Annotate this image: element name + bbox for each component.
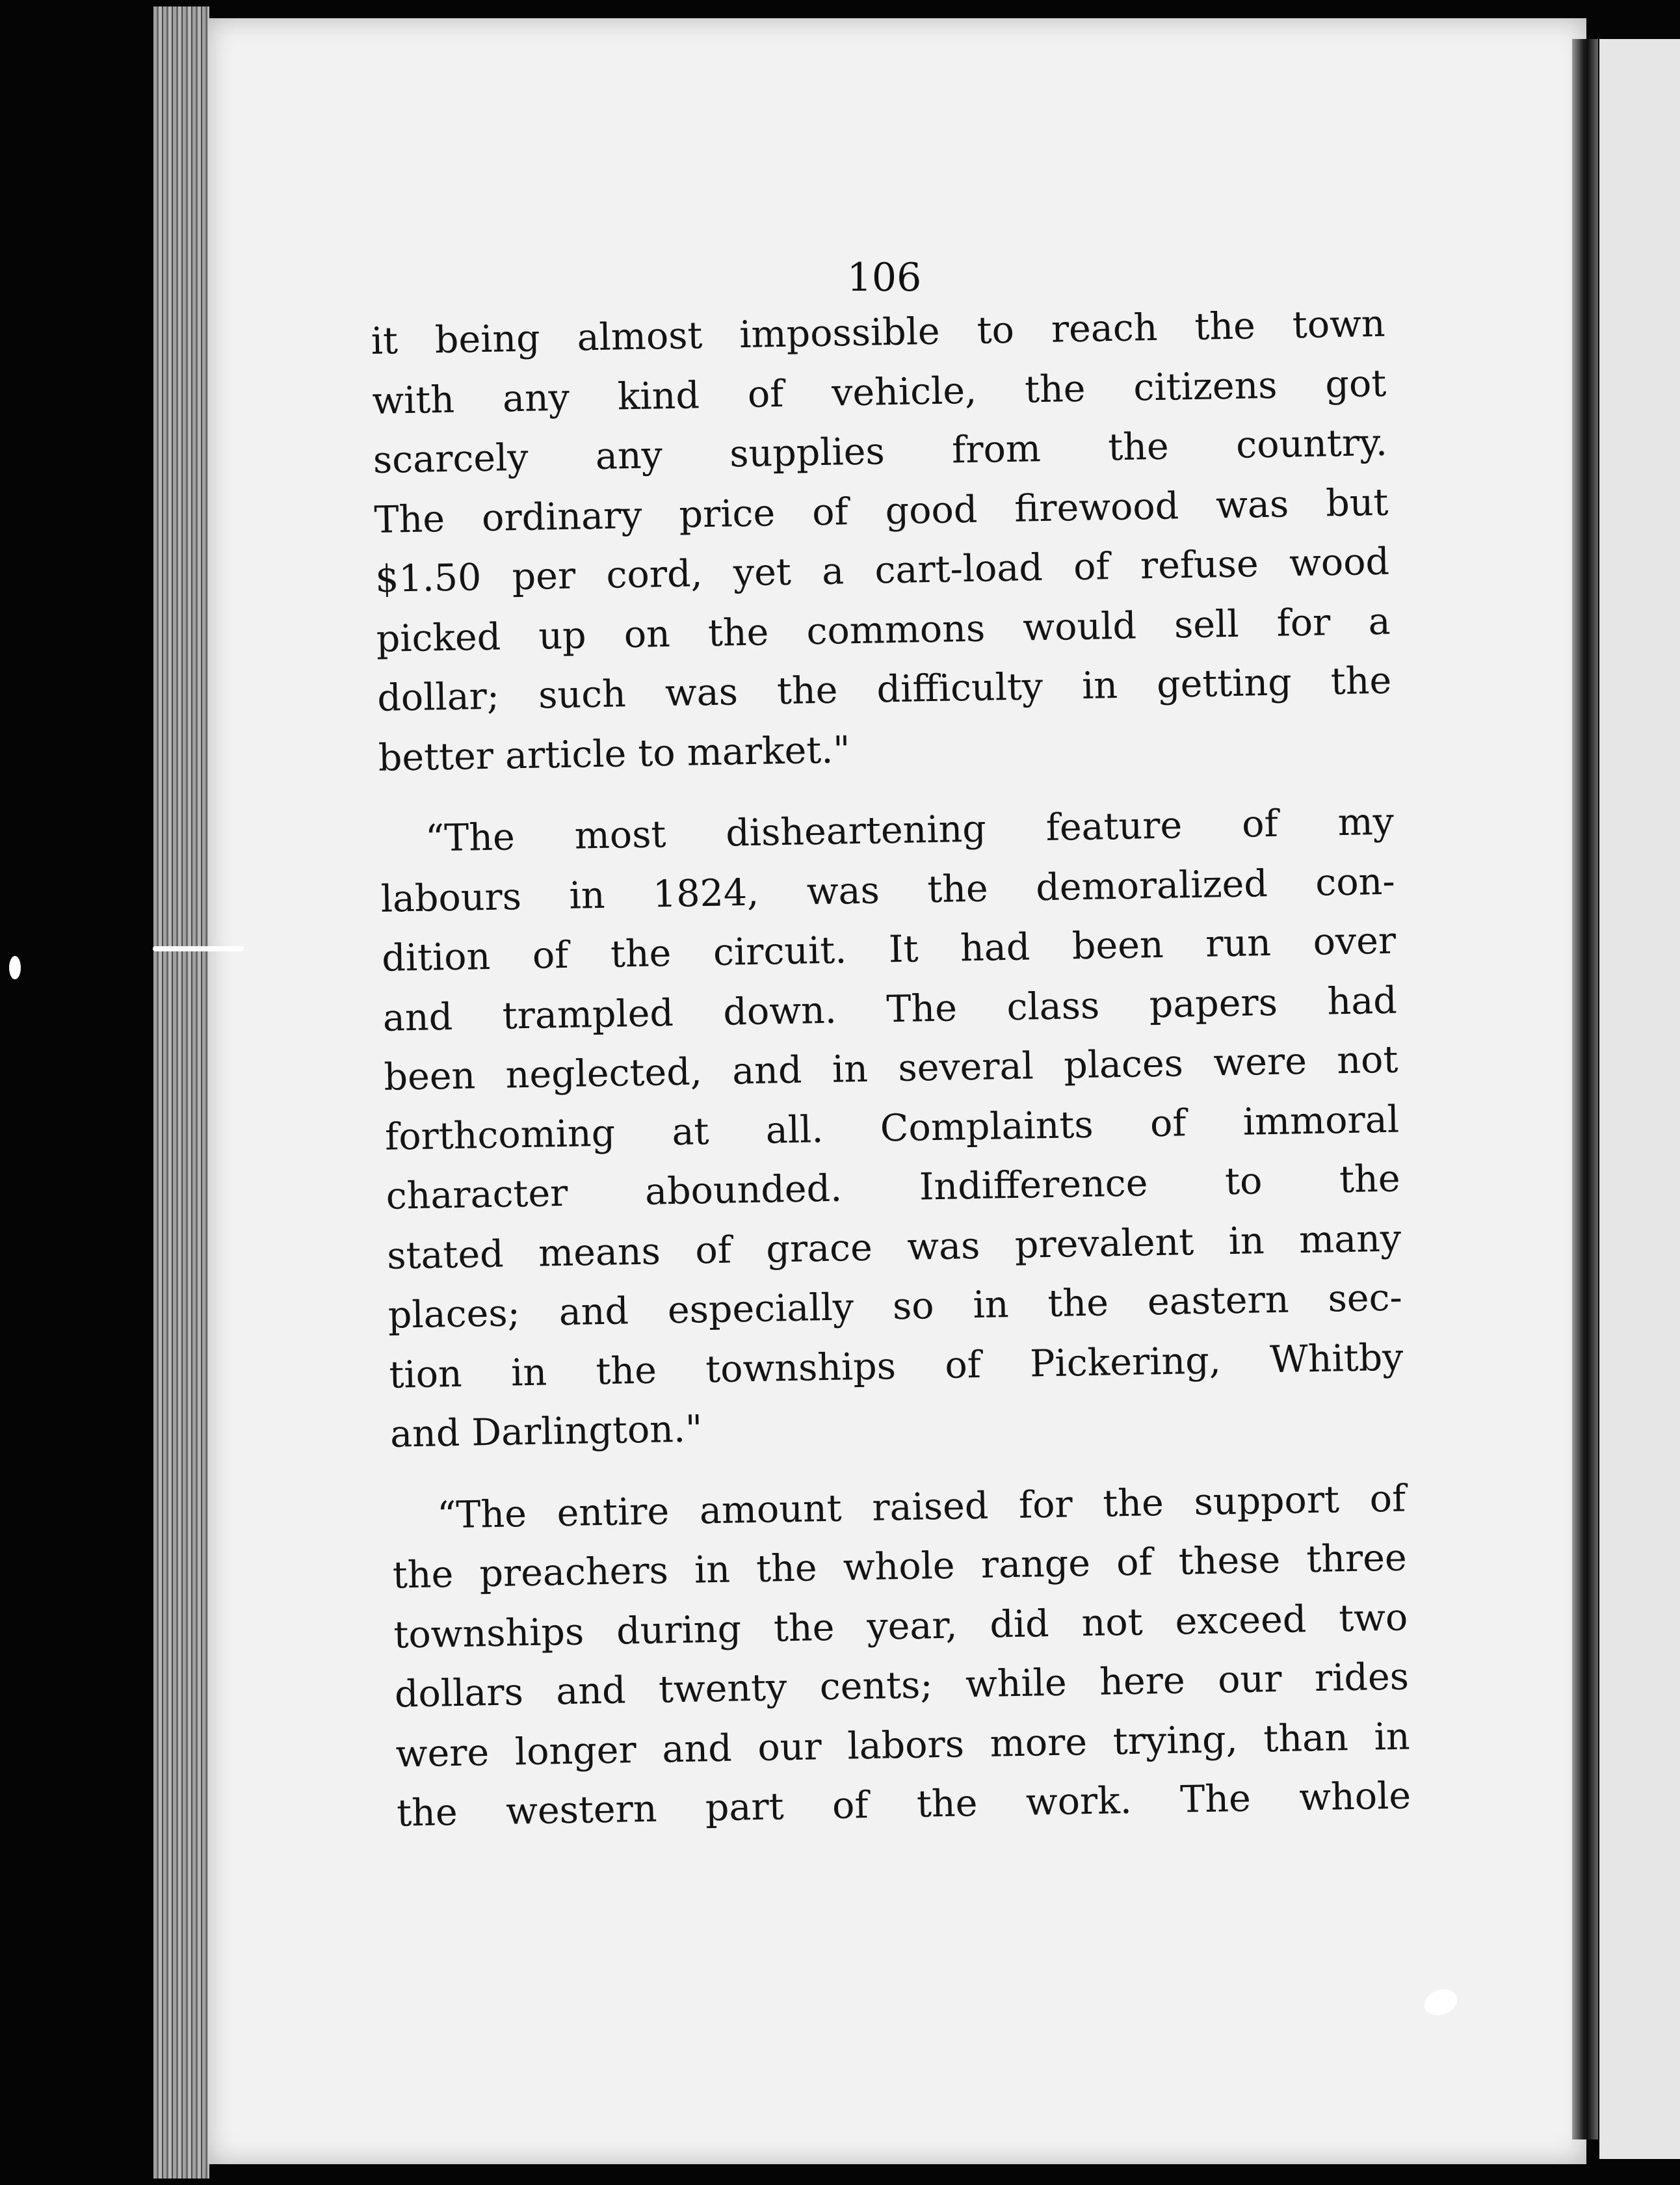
text-line: picked up on the commons would sell for a — [376, 600, 1391, 661]
paragraph-2 — [379, 793, 1404, 1465]
text-line: were longer and our labors more trying, than in — [395, 1714, 1411, 1776]
text-line: and Darlington." — [389, 1407, 703, 1456]
text-line: scarcely any supplies from the country. — [373, 421, 1388, 482]
text-line: townships during the year, did not exceed two — [393, 1595, 1408, 1657]
text-line: stated means of grace was prevalent in many — [386, 1217, 1402, 1278]
text-line: The ordinary price of good firewood was but — [374, 481, 1389, 542]
page-number: 106 — [847, 255, 922, 300]
text-line: the preachers in the whole range of these three — [392, 1536, 1408, 1597]
paragraph-1 — [371, 295, 1393, 788]
text-line: “The entire amount raised for the support of — [436, 1476, 1406, 1537]
text-line: character abounded. Indifference to the — [386, 1157, 1401, 1218]
text-line: places; and especially so in the eastern sec- — [387, 1276, 1403, 1337]
text-line: it being almost impossible to reach the town — [371, 302, 1386, 363]
text-line: forthcoming at all. Complaints of immoral — [384, 1098, 1400, 1159]
text-line: the western part of the work. The whole — [396, 1774, 1411, 1835]
book-gutter — [1572, 39, 1598, 2139]
scan-speck — [153, 946, 244, 951]
text-line: been neglected, and in several places were not — [383, 1038, 1398, 1099]
text-line: labours in 1824, was the demoralized con- — [380, 860, 1396, 921]
text-line: dition of the circuit. It had been run over — [381, 919, 1397, 980]
text-line: $1.50 per cord, yet a cart-load of refuse wood — [374, 540, 1390, 601]
facing-page-edge — [1599, 39, 1680, 2159]
text-line: with any kind of vehicle, the citizens got — [371, 362, 1387, 423]
text-line: dollar; such was the difficulty in getting the — [376, 659, 1392, 720]
scan-speck — [9, 956, 21, 979]
text-line: and trampled down. The class papers had — [382, 979, 1398, 1040]
page-edges — [153, 7, 209, 2178]
text-line: “The most disheartening feature of my — [425, 800, 1395, 860]
text-line: better article to market." — [378, 728, 851, 780]
body-text — [371, 295, 1411, 1844]
text-line: tion in the townships of Pickering, Whitby — [388, 1336, 1404, 1397]
paragraph-3 — [391, 1469, 1411, 1844]
text-line: dollars and twenty cents; while here our rides — [394, 1655, 1410, 1716]
